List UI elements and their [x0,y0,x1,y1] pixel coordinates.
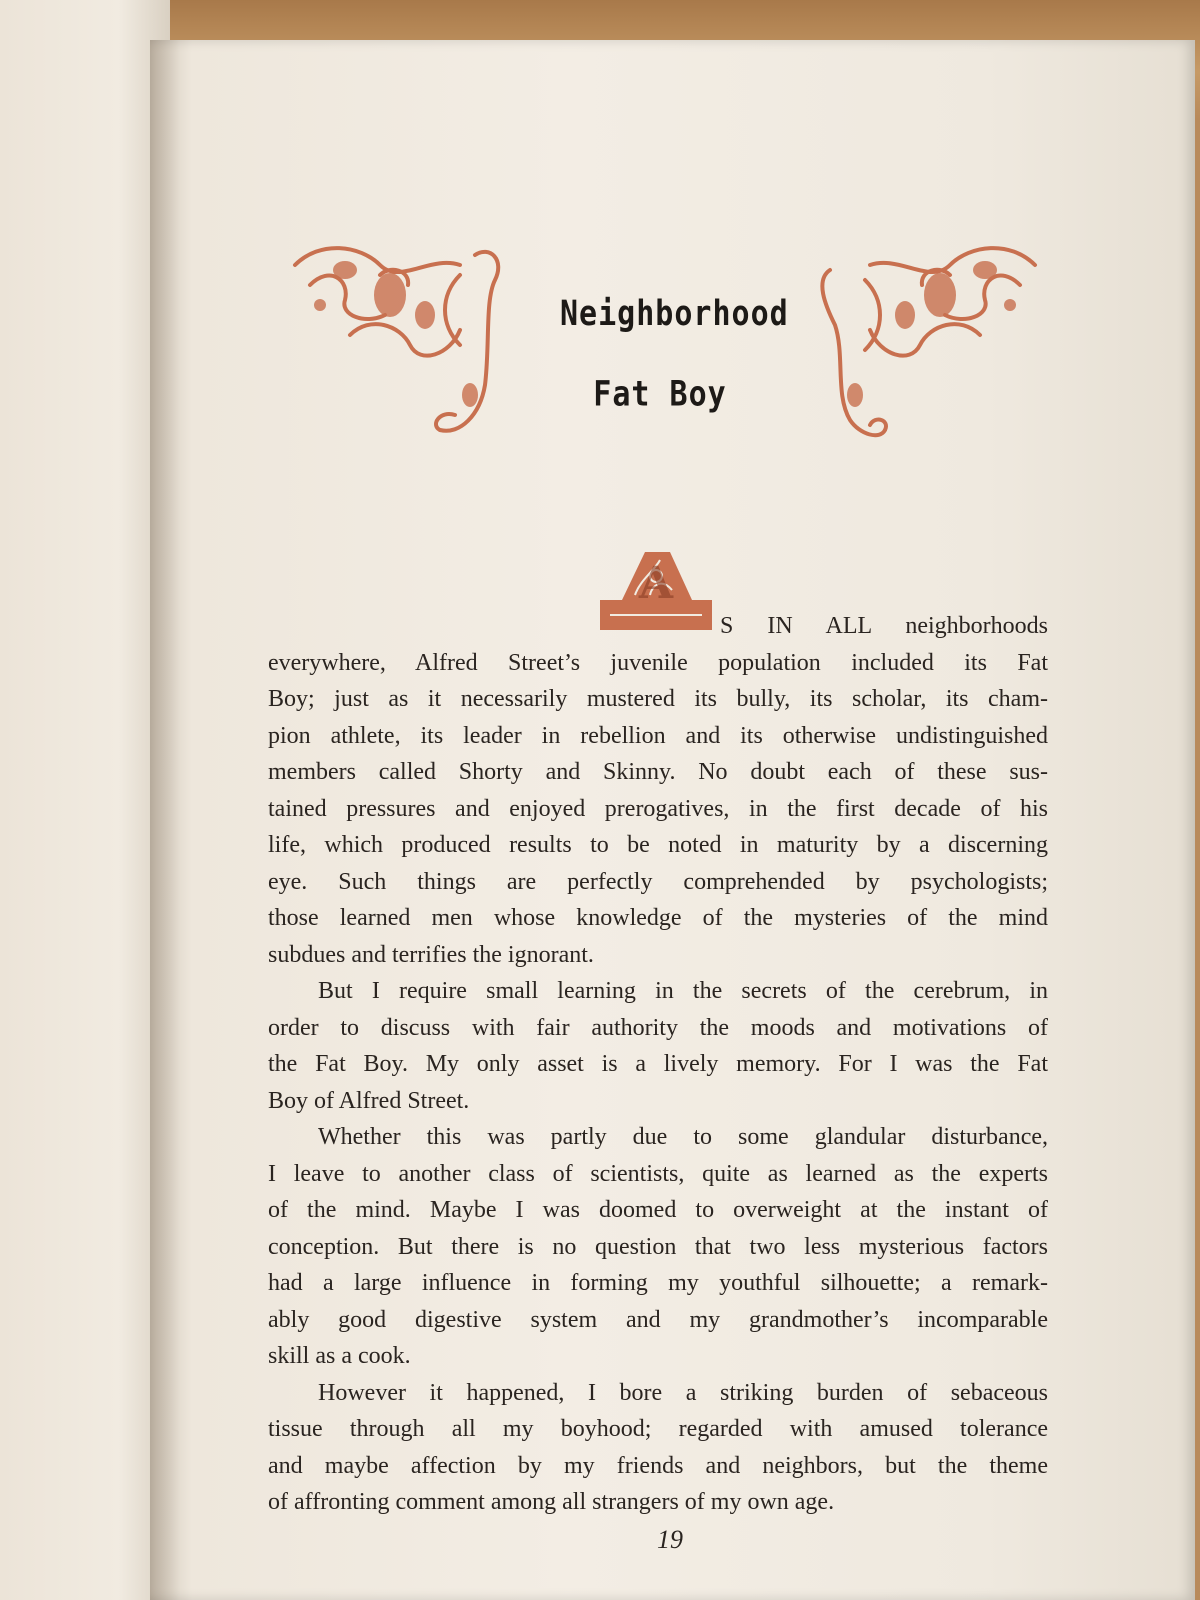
floral-ornament-right-icon [810,235,1040,445]
first-line: S IN ALL neighborhoods [720,613,1048,639]
text-line: skill as a cook. [268,1343,411,1369]
facing-page [0,0,170,1600]
text-line: ably good digestive system and my grandmother’s incomparable [268,1306,1048,1333]
text-line: life, which produced results to be noted in maturity by a discerning [268,832,1048,858]
chapter-title-line-1: Neighborhood [560,294,789,335]
text-line: of the mind. Maybe I was doomed to overweight at the instant of [268,1197,1048,1223]
text-line: of affronting comment among all strangers of my own age. [268,1489,835,1515]
drop-cap-letter: A [638,558,674,609]
text-line: pion athlete, its leader in rebellion and its otherwise undistinguished [268,722,1048,749]
text-line: Boy of Alfred Street. [268,1087,470,1114]
paragraph-2 [268,973,1048,1119]
text-line: Boy; just as it necessarily mustered its bully, its scholar, its cham- [268,686,1048,712]
text-line: everywhere, Alfred Street’s juvenile population included its Fat [268,649,1048,676]
chapter-title-line-2: Fat Boy [593,374,727,415]
chapter-title [560,275,789,436]
text-line: members called Shorty and Skinny. No doubt each of these sus- [268,759,1048,785]
text-line: tained pressures and enjoyed prerogatives, in the first decade of his [268,795,1048,822]
text-line: tissue through all my boyhood; regarded with amused tolerance [268,1416,1048,1442]
paragraph-1 [268,608,1048,973]
text-line: order to discuss with fair authority the moods and motivations of [268,1014,1048,1041]
text-line: the Fat Boy. My only asset is a lively memory. For I was the Fat [268,1051,1048,1077]
text-line: and maybe affection by my friends and neighbors, but the theme [268,1452,1048,1479]
text-line: conception. But there is no question that two less mysterious factors [268,1233,1048,1260]
page-gutter [150,40,180,1600]
paragraph-4 [268,1375,1048,1521]
text-line: those learned men whose knowledge of the mysteries of the mind [268,905,1048,931]
floral-ornament-left-icon [290,235,520,445]
text-line: Whether this was partly due to some glandular disturbance, [318,1124,1048,1150]
body-text [268,608,1048,1521]
text-line: But I require small learning in the secrets of the cerebrum, in [318,978,1048,1004]
page-number: 19 [657,1525,683,1554]
paragraph-3 [268,1119,1048,1375]
text-line: eye. Such things are perfectly comprehended by psychologists; [268,868,1048,895]
text-line: I leave to another class of scientists, quite as learned as the experts [268,1160,1048,1187]
text-line: subdues and terrifies the ignorant. [268,941,594,968]
text-line: had a large influence in forming my youthful silhouette; a remark- [268,1270,1048,1296]
text-line: However it happened, I bore a striking burden of sebaceous [318,1379,1048,1406]
